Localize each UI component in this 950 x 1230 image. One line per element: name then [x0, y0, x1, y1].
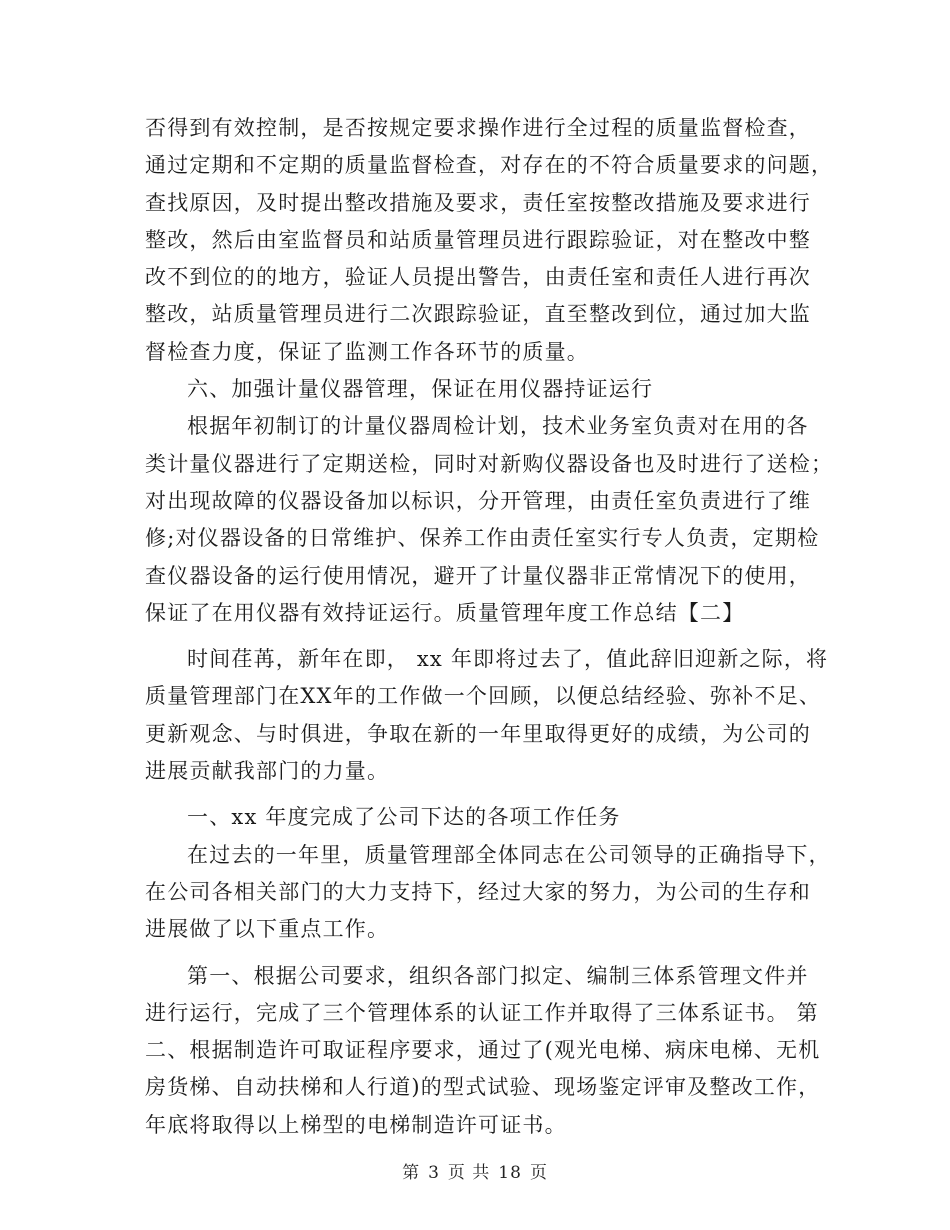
text-line: 督检查力度，保证了监测工作各环节的质量。 — [145, 339, 589, 364]
text-line: 否得到有效控制，是否按规定要求操作进行全过程的质量监督检查， — [145, 116, 811, 140]
text-line: 类计量仪器进行了定期送检，同时对新购仪器设备也及时进行了送检； — [145, 451, 834, 476]
text-line: 对出现故障的仪器设备加以标识，分开管理，由责任室负责进行了维 — [145, 488, 811, 513]
footer-middle: 页 共 — [447, 1163, 491, 1183]
text-line: 查找原因，及时提出整改措施及要求，责任室按整改措施及要求进行 — [145, 190, 811, 215]
text-line: 房货梯、自动扶梯和人行道)的型式试验、现场鉴定评审及整改工作， — [145, 1075, 821, 1100]
text-line: 查仪器设备的运行使用情况，避开了计量仪器非正常情况下的使用， — [145, 563, 811, 588]
text-line: 进行运行，完成了三个管理体系的认证工作并取得了三体系证书。 第 — [145, 1000, 819, 1025]
text-line: 整改，站质量管理员进行二次跟踪验证，直至整改到位，通过加大监 — [145, 302, 811, 327]
footer-page-number: 3 — [428, 1163, 440, 1183]
text-line: 进展贡献我部门的力量。 — [145, 759, 390, 784]
footer-total-pages: 18 — [498, 1163, 522, 1183]
text-line: 二、根据制造许可取证程序要求，通过了(观光电梯、病床电梯、无机 — [145, 1038, 821, 1063]
text-line: 进展做了以下重点工作。 — [145, 917, 390, 942]
footer-prefix: 第 — [402, 1163, 421, 1183]
text-line: 在过去的一年里，质量管理部全体同志在公司领导的正确指导下， — [187, 842, 831, 867]
text-line: 时间荏苒，新年在即， xx 年即将过去了，值此辞旧迎新之际，将 — [187, 647, 829, 672]
text-line: 根据年初制订的计量仪器周检计划，技术业务室负责对在用的各 — [187, 414, 809, 439]
footer-suffix: 页 — [529, 1163, 548, 1183]
text-line: 修;对仪器设备的日常维护、保养工作由责任室实行专人负责，定期检 — [145, 526, 820, 551]
section-heading: 六、加强计量仪器管理，保证在用仪器持证运行 — [187, 377, 654, 402]
text-line: 质量管理部门在XX年的工作做一个回顾，以便总结经验、弥补不足、 — [145, 684, 822, 709]
section-heading: 一、xx 年度完成了公司下达的各项工作任务 — [187, 805, 621, 830]
text-line: 整改，然后由室监督员和站质量管理员进行跟踪验证，对在整改中整 — [145, 227, 811, 252]
text-line: 在公司各相关部门的大力支持下，经过大家的努力，为公司的生存和 — [145, 879, 811, 904]
page-footer — [0, 1158, 950, 1183]
document-body — [145, 110, 834, 1144]
text-line: 年底将取得以上梯型的电梯制造许可证书。 — [145, 1112, 567, 1137]
text-line: 通过定期和不定期的质量监督检查，对存在的不符合质量要求的问题， — [145, 153, 834, 178]
text-line: 改不到位的的地方，验证人员提出警告，由责任室和责任人进行再次 — [145, 265, 811, 290]
text-line: 更新观念、与时俱进，争取在新的一年里取得更好的成绩，为公司的 — [145, 721, 811, 746]
text-line: 保证了在用仪器有效持证运行。质量管理年度工作总结【二】 — [145, 600, 745, 625]
text-line: 第一、根据公司要求，组织各部门拟定、编制三体系管理文件并 — [187, 963, 809, 988]
